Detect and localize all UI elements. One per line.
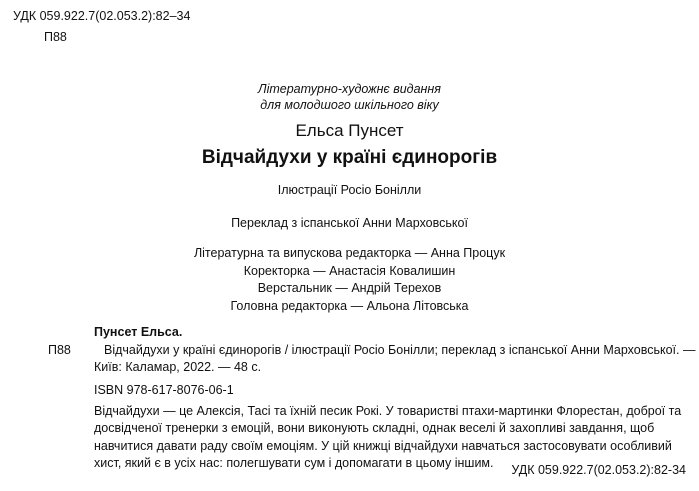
udk-code-top: УДК 059.922.7(02.053.2):82–34 <box>13 9 191 23</box>
catalog-isbn: ISBN 978-617-8076-06-1 <box>94 383 234 397</box>
translation-credit: Переклад з іспанської Анни Марховської <box>231 216 468 230</box>
catalog-publication: Київ: Каламар, 2022. — 48 с. <box>94 360 262 374</box>
catalog-description: Відчайдухи у країні єдинорогів / ілюстрації Росіо Бонілли; переклад з іспанської Анни Марховської. — <box>104 343 696 357</box>
genre-line-1: Літературно-художнє видання <box>258 82 441 96</box>
illustrations-credit: Ілюстрації Росіо Бонілли <box>277 183 422 197</box>
credit-editor: Літературна та випускова редакторка — Анна Процук <box>193 246 506 260</box>
genre-line-2: для молодшого шкільного віку <box>260 98 439 112</box>
udk-code-bottom: УДК 059.922.7(02.053.2):82-34 <box>511 463 686 477</box>
book-title: Відчайдухи у країні єдинорогів <box>201 147 498 168</box>
credit-proofreader: Коректорка — Анастасія Ковалишин <box>243 263 456 278</box>
catalog-annotation: Відчайдухи — це Алексія, Тасі та їхній песик Рокі. У товаристві птахи-мартинки Флорестан, доброї та досвідченої тренерки з емоцій, вони виконують складні, однак веселі й захопливі завдання, щоб навчитися давати раду своїм емоціям. У цій книжці відчайдухи навчаться застосовувати особливий хист, який є в усіх нас: полегшувати сум і допомагати в цьому іншим. <box>94 404 682 470</box>
catalog-author-heading: Пунсет Ельса. <box>94 325 183 339</box>
credit-chief-editor: Головна редакторка — Альона Літовська <box>230 298 469 313</box>
credit-layout: Верстальник — Андрій Терехов <box>257 281 442 295</box>
book-author: Ельса Пунсет <box>295 121 404 140</box>
catalog-index: П88 <box>48 343 71 357</box>
author-index-top: П88 <box>44 30 67 44</box>
editorial-credits <box>0 245 699 315</box>
